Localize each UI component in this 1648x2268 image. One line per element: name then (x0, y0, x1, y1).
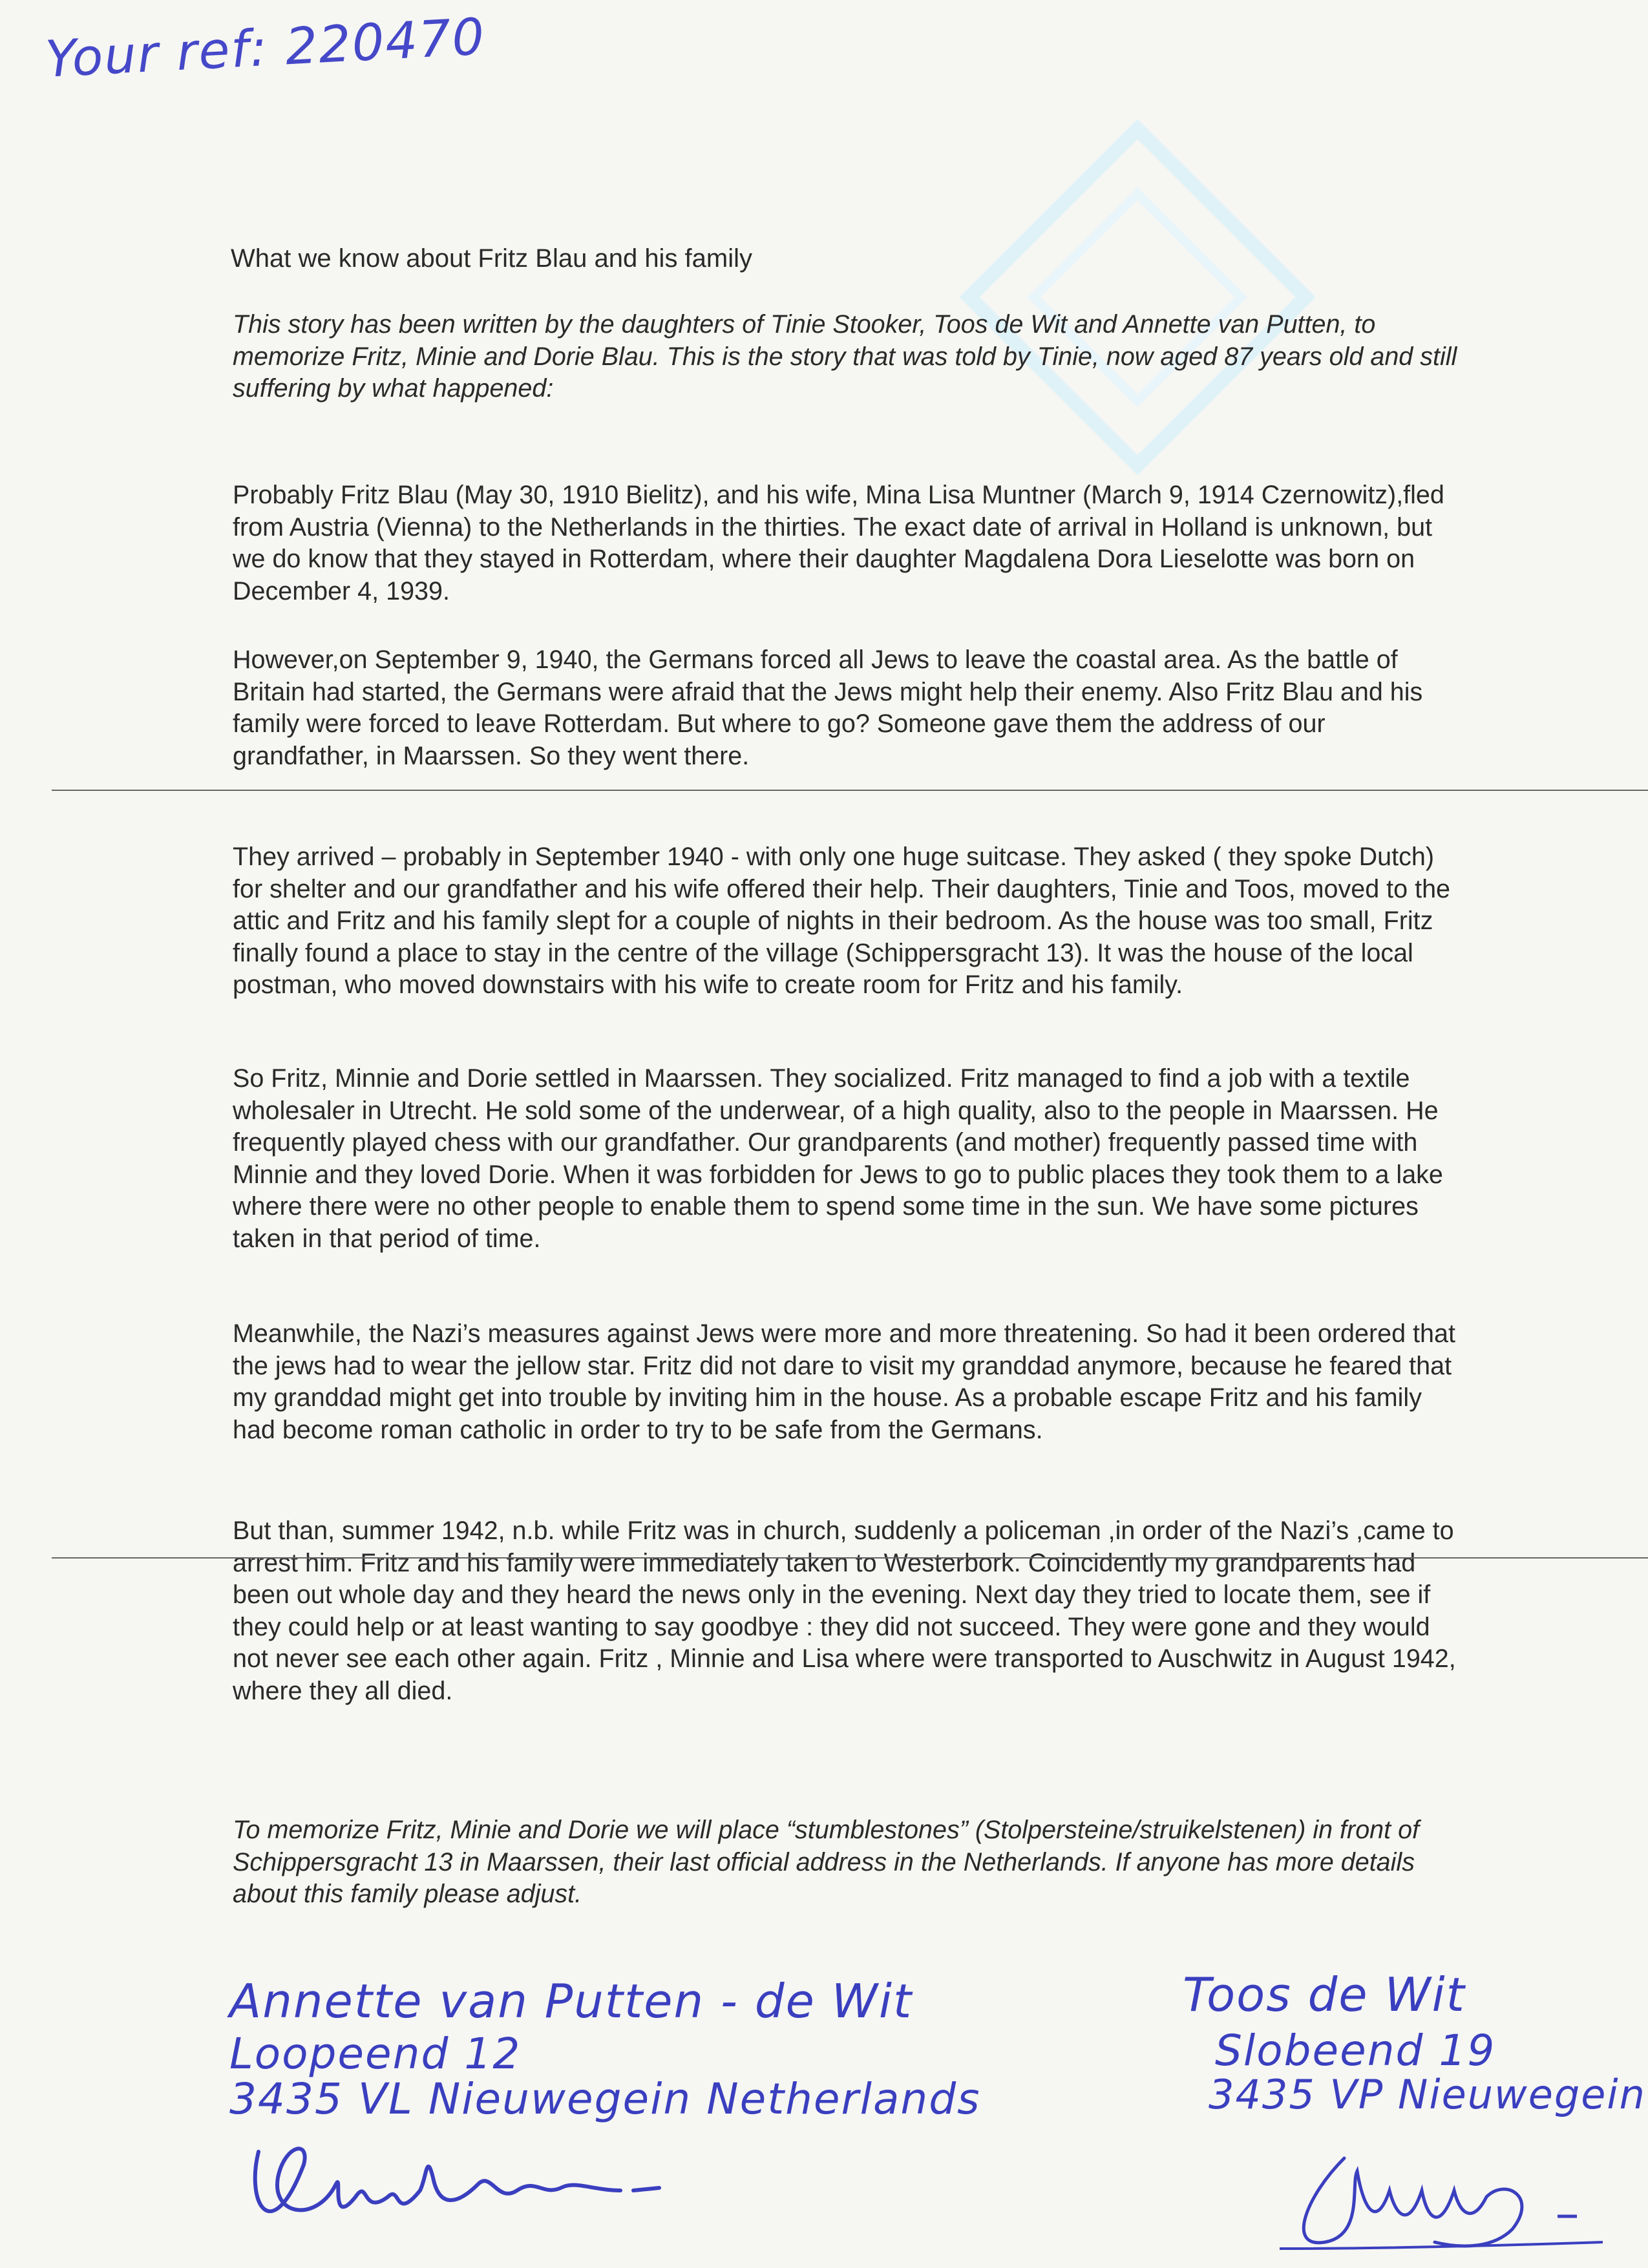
signer-2-name: Toos de Wit (1183, 1968, 1466, 2022)
watermark-shape (956, 116, 1318, 478)
closing-paragraph: To memorize Fritz, Minie and Dorie we will place “stumblestones” (Stolpersteine/struikelstenen) in front of Schippersgracht 13 in Maarssen, their last official address in the Netherlands. If anyone has more details about this family please adjust. (233, 1816, 1420, 1908)
reference-note: Your ref: 220470 (44, 8, 487, 89)
paragraph-1: Probably Fritz Blau (May 30, 1910 Bielitz), and his wife, Mina Lisa Muntner (March 9, 1914 Czernowitz),fled from Austria (Vienna) to the Netherlands in the thirties. The exact date of arrival in Holland is unknown, but we do know that they stayed in Rotterdam, where their daughter Magdalena Dora Lieselotte was born on December 4, 1939. (233, 481, 1444, 605)
signer-1-name: Annette van Putten - de Wit (229, 1974, 913, 2028)
intro-paragraph: This story has been written by the daughters of Tinie Stooker, Toos de Wit and Annette van Putten, to memorize Fritz, Minie and Dorie Blau. This is the story that was told by Tinie, now aged 87 years old and still suffering by what happened: (233, 310, 1457, 403)
signer-1-signature (233, 2126, 672, 2255)
paragraph-6: But than, summer 1942, n.b. while Fritz was in church, suddenly a policeman ,in order of the Nazi’s ,came to arrest him. Fritz and his family were immediately taken to Westerbork. Coincidently my grandparents had been out whole day and they heard the news only in the evening. Next day they tried to locate them, see if they could help or at least wanting to say goodbye : they did not succeed. They were gone and they would not never see each other again. Fritz , Minnie and Lisa where were transported to Auschwitz in August 1942, where they all died. (233, 1517, 1456, 1705)
signer-2-signature (1267, 2119, 1629, 2262)
fold-line (52, 1557, 1648, 1559)
paragraph-4: So Fritz, Minnie and Dorie settled in Maarssen. They socialized. Fritz managed to find a job with a textile wholesaler in Utrecht. He sold some of the underwear, of a high quality, also to the people in Maarssen. He frequently played chess with our grandfather. Our grandparents (and mother) frequently passed time with Minnie and they loved Dorie. When it was forbidden for Jews to go to public places they took them to a lake where there were no other people to enable them to spend some time in the sun. We have some pictures taken in that period of time. (233, 1064, 1443, 1253)
letter-title: What we know about Fritz Blau and his family (231, 244, 753, 273)
paragraph-2: However,on September 9, 1940, the Germans forced all Jews to leave the coastal area. As the battle of Britain had started, the Germans were afraid that the Jews might help their enemy. Also Fritz Blau and his family were forced to leave Rotterdam. But where to go? Someone gave them the address of our grandfather, in Maarssen. So they went there. (233, 646, 1423, 770)
signer-1-address-line-2: 3435 VL Nieuwegein Netherlands (229, 2074, 981, 2124)
fold-line (52, 790, 1648, 791)
signer-1-address-line-1: Loopeend 12 (229, 2029, 522, 2079)
signer-2-address-line-2: 3435 VP Nieuwegein (1209, 2071, 1646, 2118)
signer-2-address-line-1: Slobeend 19 (1215, 2026, 1496, 2075)
paragraph-3: They arrived – probably in September 1940 - with only one huge suitcase. They asked ( they spoke Dutch) for shelter and our grandfather and his wife offered their help. Their daughters, Tinie and Toos, moved to the attic and Fritz and his family slept for a couple of nights in their bedroom. As the house was too small, Fritz finally found a place to stay in the centre of the village (Schippersgracht 13). It was the house of the local postman, who moved downstairs with his wife to create room for Fritz and his family. (233, 843, 1451, 999)
paragraph-5: Meanwhile, the Nazi’s measures against Jews were more and more threatening. So had it been ordered that the jews had to wear the jellow star. Fritz did not dare to visit my granddad anymore, because he feared that my granddad might get into trouble by inviting him in the house. As a probable escape Fritz and his family had become roman catholic in order to try to be safe from the Germans. (233, 1319, 1455, 1444)
